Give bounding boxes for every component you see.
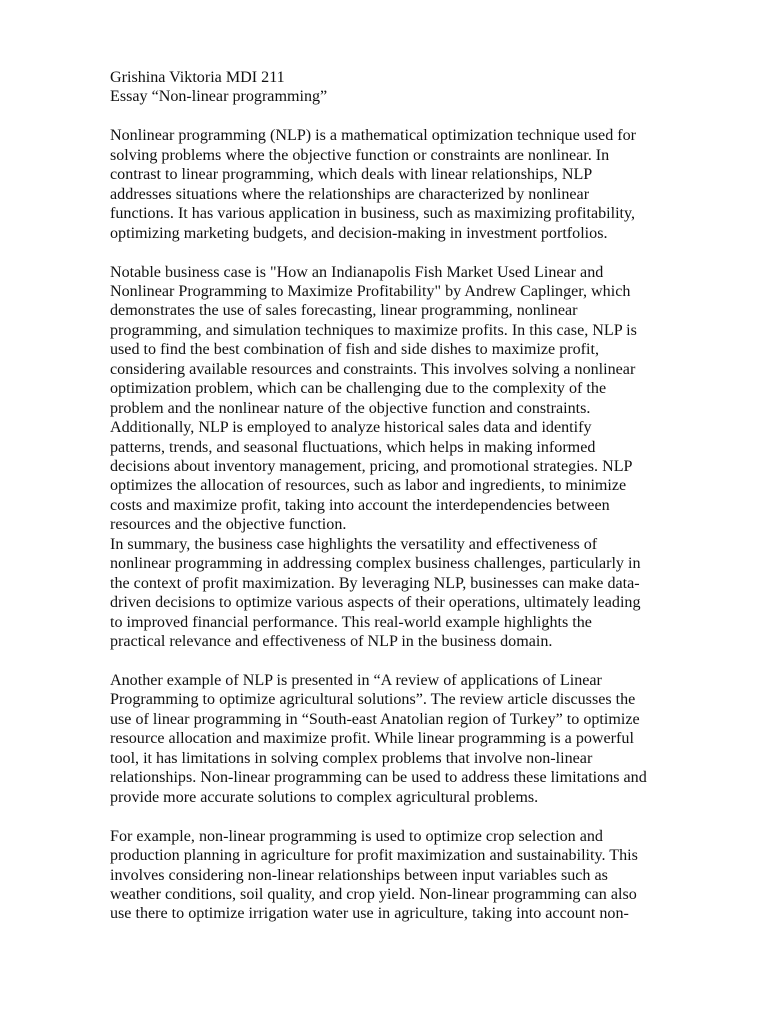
- text-line: In summary, the business case highlights the versatility and effectiveness of: [110, 535, 598, 553]
- text-line: to improved financial performance. This real-world example highlights the: [110, 613, 592, 631]
- text-line: practical relevance and effectiveness of NLP in the business domain.: [110, 633, 553, 651]
- text-line: functions. It has various application in business, such as maximizing profitability,: [110, 205, 636, 223]
- text-line: weather conditions, soil quality, and crop yield. Non-linear programming can also: [110, 885, 637, 903]
- paragraph-spacer: [110, 243, 720, 262]
- text-line: nonlinear programming in addressing complex business challenges, particularly in: [110, 555, 641, 573]
- paragraph-spacer: [110, 807, 720, 826]
- text-line: production planning in agriculture for profit maximization and sustainability. This: [110, 847, 638, 865]
- paragraph-spacer: [110, 107, 720, 126]
- paragraph-spacer: [110, 652, 720, 671]
- text-line: costs and maximize profit, taking into account the interdependencies between: [110, 496, 610, 514]
- text-line: provide more accurate solutions to complex agricultural problems.: [110, 788, 539, 806]
- paragraph-crop-example: [110, 827, 720, 924]
- text-line: problem and the nonlinear nature of the objective function and constraints.: [110, 399, 591, 417]
- text-line: involves considering non-linear relationships between input variables such as: [110, 866, 608, 884]
- text-line: optimizes the allocation of resources, such as labor and ingredients, to minimize: [110, 477, 627, 495]
- text-line: tool, it has limitations in solving complex problems that involve non-linear: [110, 749, 593, 767]
- text-line: Programming to optimize agricultural solutions”. The review article discusses the: [110, 691, 636, 709]
- text-line: addresses situations where the relationships are characterized by nonlinear: [110, 185, 590, 203]
- text-line: For example, non-linear programming is used to optimize crop selection and: [110, 827, 603, 845]
- paragraph-summary: [110, 535, 720, 652]
- document-body: [110, 68, 720, 924]
- text-line: Nonlinear Programming to Maximize Profitability" by Andrew Caplinger, which: [110, 282, 631, 300]
- text-line: the context of profit maximization. By leveraging NLP, businesses can make data-: [110, 574, 640, 592]
- text-line: contrast to linear programming, which deals with linear relationships, NLP: [110, 166, 593, 184]
- text-line: Another example of NLP is presented in “A review of applications of Linear: [110, 672, 602, 689]
- text-line: considering available resources and constraints. This involves solving a nonlinear: [110, 360, 636, 378]
- text-line: solving problems where the objective function or constraints are nonlinear. In: [110, 146, 610, 164]
- text-line: optimizing marketing budgets, and decision-making in investment portfolios.: [110, 224, 608, 242]
- text-line: Nonlinear programming (NLP) is a mathematical optimization technique used for: [110, 127, 637, 145]
- text-line: demonstrates the use of sales forecasting, linear programming, nonlinear: [110, 302, 578, 320]
- text-line: patterns, trends, and seasonal fluctuations, which helps in making informed: [110, 438, 596, 456]
- text-line: programming, and simulation techniques to maximize profits. In this case, NLP is: [110, 321, 637, 339]
- text-line: decisions about inventory management, pricing, and promotional strategies. NLP: [110, 458, 633, 476]
- text-line: optimization problem, which can be challenging due to the complexity of the: [110, 380, 607, 398]
- author-line: Grishina Viktoria MDI 211: [110, 69, 285, 86]
- paragraph-nlp-definition: [110, 126, 720, 243]
- text-line: resource allocation and maximize profit. While linear programming is a powerful: [110, 730, 634, 748]
- text-line: use of linear programming in “South-east Anatolian region of Turkey” to optimize: [110, 710, 640, 728]
- text-line: Additionally, NLP is employed to analyze historical sales data and identify: [110, 419, 592, 437]
- text-line: relationships. Non-linear programming can be used to address these limitations and: [110, 769, 647, 787]
- text-line: driven decisions to optimize various aspects of their operations, ultimately leading: [110, 594, 641, 612]
- text-line: use there to optimize irrigation water use in agriculture, taking into account non-: [110, 905, 629, 923]
- paragraph-fish-market-case: [110, 263, 720, 535]
- essay-title: Essay “Non-linear programming”: [110, 88, 328, 106]
- paragraph-agriculture-review: [110, 671, 720, 807]
- text-line: used to find the best combination of fish and side dishes to maximize profit,: [110, 341, 599, 359]
- text-line: resources and the objective function.: [110, 516, 347, 534]
- text-line: Notable business case is "How an Indianapolis Fish Market Used Linear and: [110, 263, 604, 281]
